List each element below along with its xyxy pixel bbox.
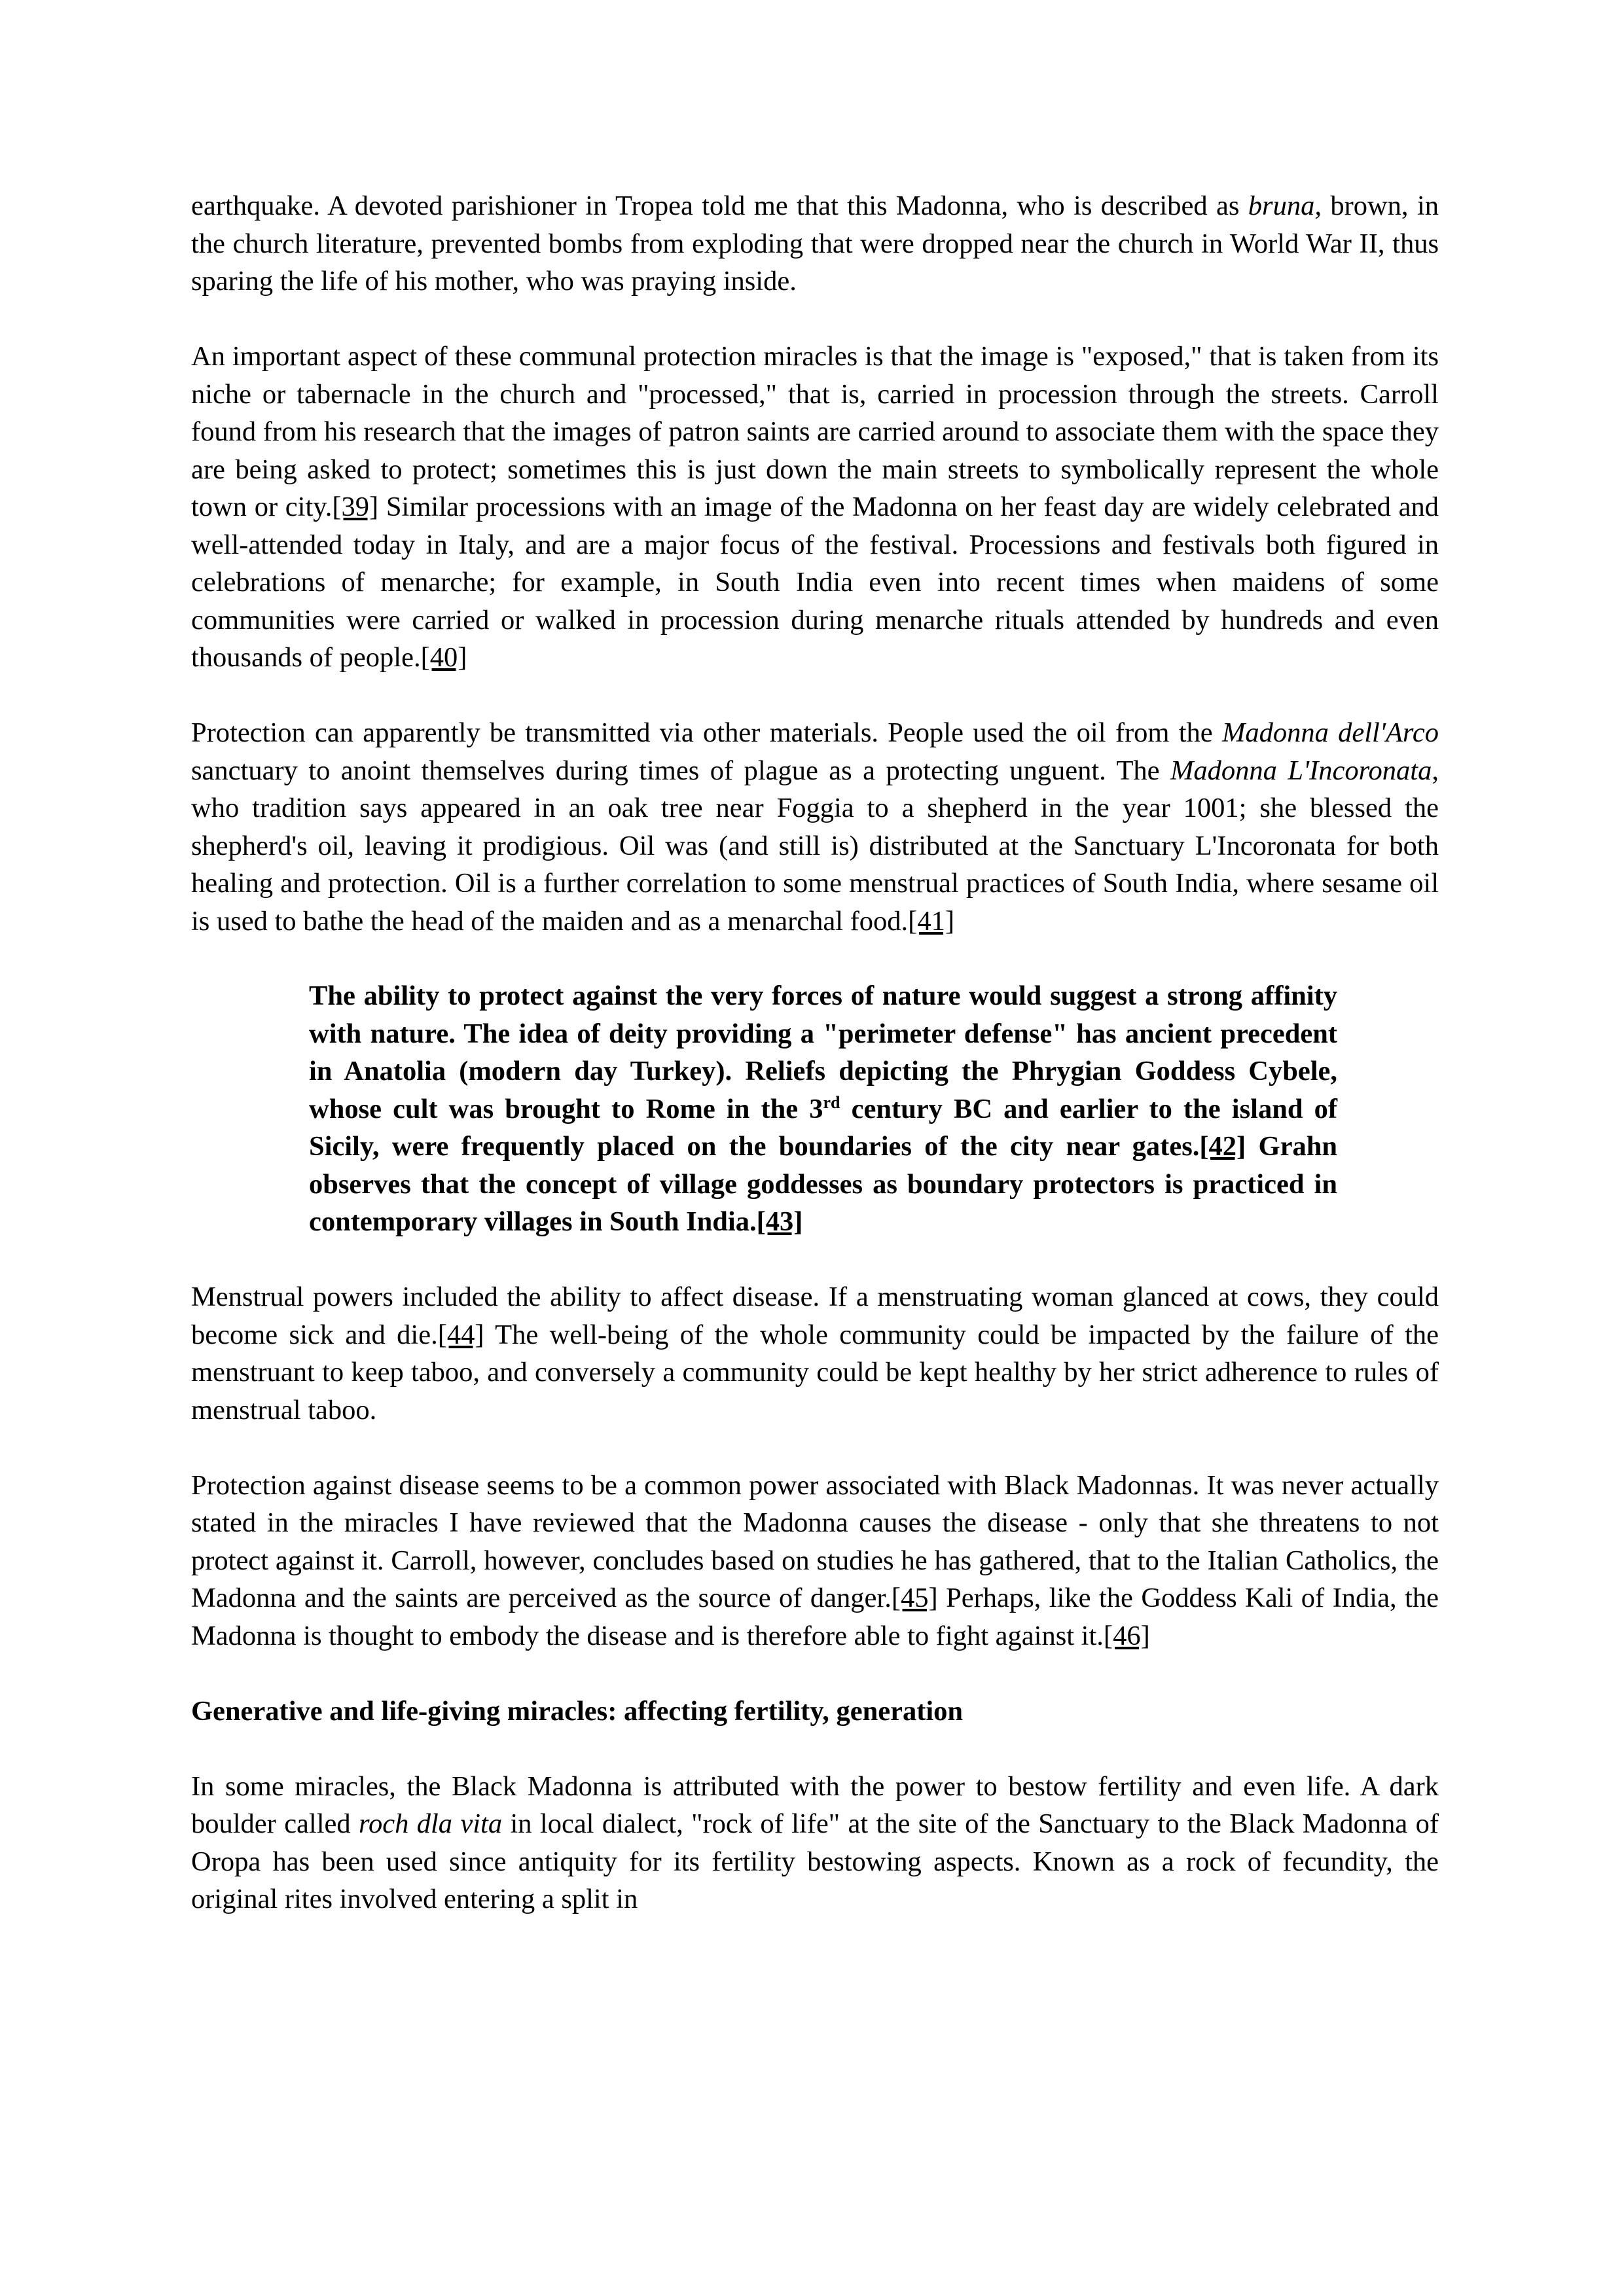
text-run: Grahn observes that the concept of village goddesses as boundary protectors is practiced in contemporary villages in South India.: [309, 1131, 1337, 1237]
footnote-link-45[interactable]: [45]: [891, 1583, 938, 1613]
block-quote: [309, 977, 1337, 1241]
text-run: An important aspect of these communal protection miracles is that the image is "exposed," that is taken from its niche or tabernacle in the church and "processed," that is, carried in procession through the streets. Carroll found from his research that the images of patron saints are carried around to associate them with the space they are being asked to protect; sometimes this is just down the main streets to symbolically represent the whole town or city.: [191, 341, 1439, 522]
italic-term: Madonna dell'Arco: [1221, 717, 1439, 748]
italic-term: bruna,: [1248, 190, 1322, 221]
text-run: Similar processions with an image of the Madonna on her feast day are widely celebrated and well-attended today in Italy, and are a major focus of the festival. Processions and festivals both figured in celebrations of menarche; for example, in South India even into recent times when maidens of some communities were carried or walked in procession during menarche rituals attended by hundreds and even thousands of people.: [191, 492, 1439, 673]
footnote-link-42[interactable]: [42]: [1199, 1131, 1246, 1162]
paragraph-processions: [191, 338, 1439, 677]
paragraph-disease: [191, 1467, 1439, 1655]
text-run: Menstrual powers included the ability to affect disease. If a menstruating woman glanced at cows, they could become sick and die.: [191, 1282, 1439, 1350]
document-page: [191, 187, 1439, 1918]
paragraph-oil: [191, 714, 1439, 940]
text-run: in local dialect, "rock of life" at the site of the Sanctuary to the Black Madonna of Oropa has been used since antiquity for its fertility bestowing aspects. Known as a rock of fecundity, the original rites involved entering a split in: [191, 1808, 1439, 1914]
text-run: Perhaps, like the Goddess Kali of India, the Madonna is thought to embody the disease and is therefore able to fight against it.: [191, 1583, 1439, 1651]
text-run: Protection can apparently be transmitted via other materials. People used the oil from the: [191, 717, 1222, 748]
text-run: sanctuary to anoint themselves during times of plague as a protecting unguent. The: [191, 755, 1170, 786]
footnote-link-43[interactable]: [43]: [756, 1206, 803, 1237]
text-run: century BC and earlier to the island of Sicily, were frequently placed on the boundaries of the city near gates.: [309, 1093, 1337, 1162]
footnote-link-41[interactable]: [41]: [908, 905, 954, 937]
text-run: The ability to protect against the very forces of nature would suggest a strong affinity with nature. The idea of deity providing a "perimeter defense" has ancient precedent in Anatolia (modern day Turkey). Reliefs depicting the Phrygian Goddess Cybele, whose cult was brought to Rome in the 3: [309, 980, 1337, 1124]
footnote-link-39[interactable]: [39]: [332, 492, 379, 522]
paragraph-menstrual-powers: [191, 1278, 1439, 1429]
text-run: The well-being of the whole community could be impacted by the failure of the menstruant to keep taboo, and conversely a community could be kept healthy by her strict adherence to rules of menstrual taboo.: [191, 1319, 1439, 1426]
footnote-link-44[interactable]: [44]: [437, 1319, 484, 1350]
section-heading: Generative and life-giving miracles: affecting fertility, generation: [191, 1695, 964, 1727]
text-run: In some miracles, the Black Madonna is attributed with the power to bestow fertility and even life. A dark boulder called: [191, 1770, 1439, 1839]
paragraph-fertility: [191, 1768, 1439, 1918]
text-run: brown, in the church literature, prevented bombs from exploding that were dropped near the church in World War II, thus sparing the life of his mother, who was praying inside.: [191, 190, 1439, 296]
paragraph-earthquake: [191, 187, 1439, 300]
text-run: Protection against disease seems to be a common power associated with Black Madonnas. It was never actually stated in the miracles I have reviewed that the Madonna causes the disease - only that she threatens to not protect against it. Carroll, however, concludes based on studies he has gathered, that to the Italian Catholics, the Madonna and the saints are perceived as the source of danger.: [191, 1469, 1439, 1613]
italic-term: Madonna L'Incoronata: [1170, 755, 1432, 786]
text-run: earthquake. A devoted parishioner in Tropea told me that this Madonna, who is described as: [191, 190, 1248, 221]
italic-term: roch dla vita: [359, 1808, 503, 1839]
superscript: rd: [823, 1092, 840, 1112]
footnote-link-46[interactable]: [46]: [1103, 1620, 1150, 1651]
footnote-link-40[interactable]: [40]: [420, 642, 467, 673]
text-run: , who tradition says appeared in an oak tree near Foggia to a shepherd in the year 1001; she blessed the shepherd's oil, leaving it prodigious. Oil was (and still is) distributed at the Sanctuary L'Incoronata for both healing and protection. Oil is a further correlation to some menstrual practices of South India, where sesame oil is used to bathe the head of the maiden and as a menarchal food.: [191, 755, 1439, 937]
